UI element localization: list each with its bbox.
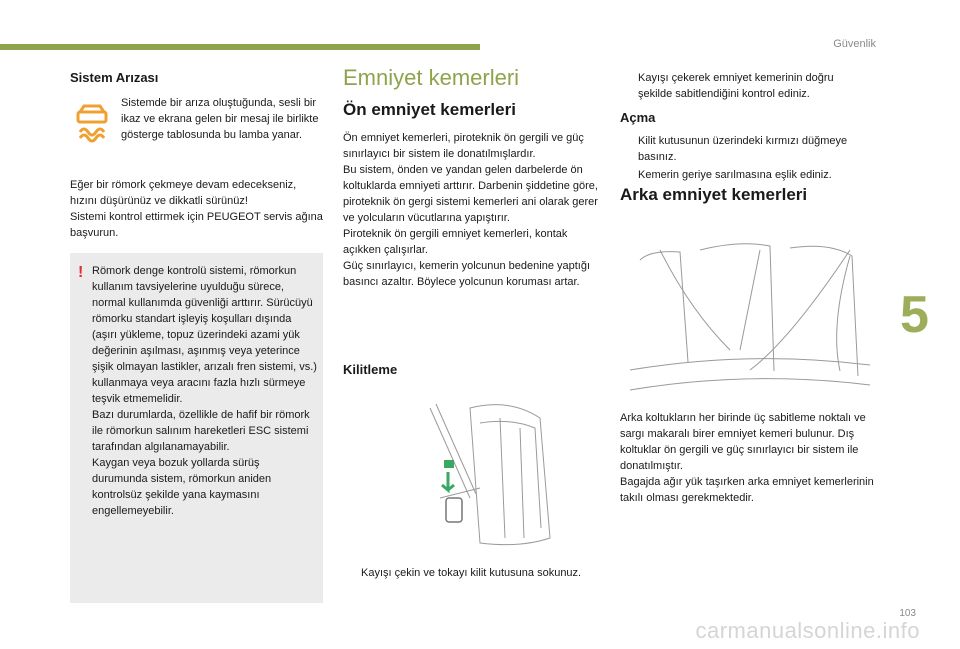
bullet-text: Kemerin geriye sarılmasına eşlik ediniz. — [638, 169, 832, 181]
bullet-text: Kayışı çekerek emniyet kemerinin doğru şekilde sabitlendiğini kontrol ediniz. — [638, 72, 834, 100]
warning-lamp-description: Sistemde bir arıza oluştuğunda, sesli bir ikaz ve ekrana gelen bir mesaj ile birlikte gösterge tablosunda bu lamba yanar. — [121, 97, 319, 141]
subsection-title-rear-belts: Arka emniyet kemerleri — [620, 185, 808, 204]
header-accent-bar — [0, 44, 480, 50]
trailer-advice-paragraph: Eğer bir römork çekmeye devam edecekseniz, hızını düşürünüz ve dikkatli sürünüz! Sistemi kontrol ettirmek için PEUGEOT servis ağına başvurun. — [70, 179, 323, 239]
subsection-title-front-belts: Ön emniyet kemerleri — [343, 100, 516, 119]
front-belts-paragraph: Ön emniyet kemerleri, piroteknik ön gergili ve güç sınırlayıcı bir sistem ile donatılmışlardır. Bu sistem, önden ve yandan gelen darbelerde ön koltuklarda emniyeti arttırır. Darbenin şiddetine göre, piroteknik ön gergi sistemi kemerleri ani olarak gerer ve yolcuların vücutlarına yapıştırır. Piroteknik ön gergili emniyet kemerleri, kontak açıkken çalışırlar. Güç sınırlayıcı, kemerin yolcunun bedenine yaptığı basıncı azaltır. Böylece yolcunun koruması artar. — [343, 132, 598, 288]
chapter-number: 5 — [900, 286, 929, 344]
page-number: 103 — [899, 608, 916, 619]
rear-belt-illustration — [620, 230, 875, 405]
bullet-text: Kayışı çekin ve tokayı kilit kutusuna sokunuz. — [361, 567, 582, 579]
warning-text: Römork denge kontrolü sistemi, römorkun kullanım tavsiyelerine uyulduğu sürece, normal kullanımda güvenliği arttırır. Sürücüyü römorku standart işleyiş koşulları dışında (aşırı yükleme, topuz üzerindeki azami yük değerinin aşılması, aşınmış veya yeterince şişik olmayan lastikler, arızalı fren sistemi, vs.) kullanmaya veya aracını fazla hızlı sürmeye teşvik etmemelidir. Bazı durumlarda, özellikle de hafif bir römork ile römorkun salınım hareketleri ESC sistemi tarafından algılanamayabilir. Kaygan veya bozuk yollarda sürüş durumunda sistem, römorkun aniden kontrolsüz şekilde yana kaymasını engellemeyebilir. — [92, 265, 317, 517]
locking-bullets — [343, 565, 583, 583]
watermark: carmanualsonline.info — [695, 618, 920, 643]
opening-bullets — [620, 133, 860, 185]
warning-exclamation-icon: ! — [78, 264, 84, 281]
list-item — [620, 167, 860, 183]
subsection-title-locking: Kilitleme — [343, 362, 398, 377]
section-title-system-fault: Sistem Arızası — [70, 70, 159, 85]
check-belt-bullets — [620, 70, 860, 104]
front-belt-illustration — [410, 388, 570, 553]
subsection-title-opening: Açma — [620, 110, 656, 125]
trailer-stability-warning-icon — [70, 100, 114, 144]
section-label: Güvenlik — [833, 38, 876, 50]
bullet-text: Kilit kutusunun üzerindeki kırmızı düğmeye basınız. — [638, 135, 848, 163]
list-item — [343, 565, 583, 581]
rear-belts-paragraph: Arka koltukların her birinde üç sabitleme noktalı ve sargı makaralı birer emniyet kemeri bulunur. Dış koltuklar ön gergili ve güç sınırlayıcı bir sistem ile donatılmıştır. Bagajda ağır yük taşırken arka emniyet kemerlerinin takılı olması gerekmektedir. — [620, 412, 874, 504]
chapter-title-seat-belts: Emniyet kemerleri — [343, 65, 520, 90]
list-item — [620, 133, 860, 165]
list-item — [620, 70, 860, 102]
